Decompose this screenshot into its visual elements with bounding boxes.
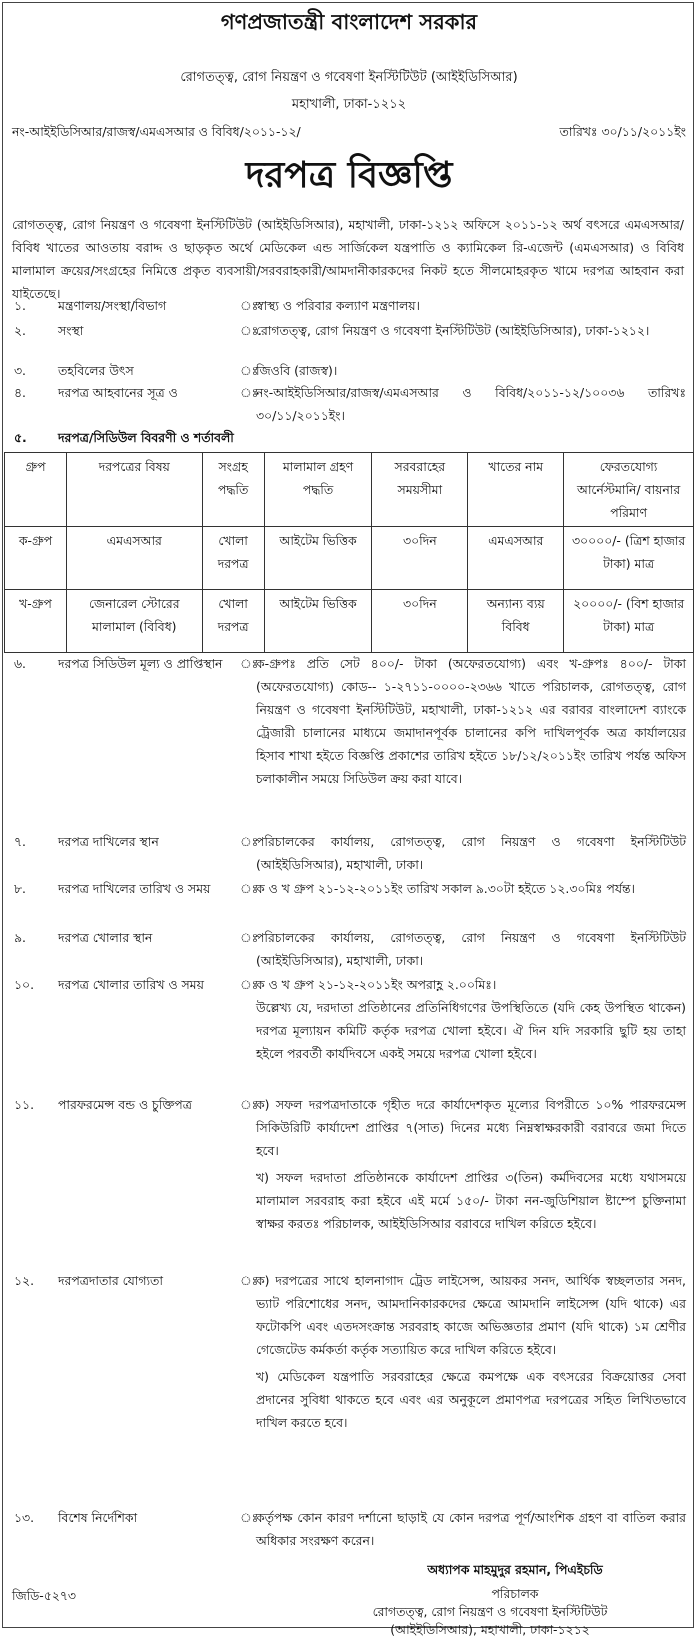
table-cell: আইটেম ভিত্তিক	[264, 527, 372, 590]
item-number: ৮.	[14, 881, 26, 896]
table-cell: খোলা দরপত্র	[202, 590, 264, 653]
item-number: ৬.	[14, 656, 26, 671]
signatory-name: অধ্যাপক মাহমুদুর রহমান, পিএইচডি	[427, 1562, 603, 1577]
table-cell: ক-গ্রুপ	[5, 527, 67, 590]
intro-paragraph: রোগতত্ত্ব, রোগ নিয়ন্ত্রণ ও গবেষণা ইনস্টিটিউট (আইইডিসিআর), মহাখালী, ঢাকা-১২১২ অফিসে ২০১১-১২ অর্থ বৎসরে এমএসআর/বিবিধ খাতের আওতায় বরাদ্দ ও ছাড়কৃত অর্থে মেডিকেল এন্ড সার্জিকেল যন্ত্রপাতি ও ক্যামিকেল রি-এজেন্ট (এমএসআর) ও বিবিধ মালামাল ক্রয়ের/সংগ্রহের নিমিত্তে প্রকৃত ব্যবসায়ী/সরবরাহকারী/আমদানীকারকদের নিকট হতে সীলমোহরকৃত খামে দরপত্র আহবান করা যাইতেছে।	[12, 217, 684, 301]
item-value: ক) সফল দরপত্রদাতাকে গৃহীত দরে কার্যাদেশকৃত মূল্যের বিপরীতে ১০% পারফরমেন্স সিকিউরিটি কার্যাদেশ প্রাপ্তির ৭(সাত) দিনের মধ্যে নিম্নস্বাক্ষরকারী বরাবরে জমা দিতে হবে। খ) সফল দরদাতা প্রতিষ্ঠানকে কার্যাদেশ প্রাপ্তির ৩(তিন) কর্মদিবসের মধ্যে যথাসময়ে মালামাল সরবরাহ করা হইবে এই মর্মে ১৫০/- টাকা নন-জুডিশিয়াল ষ্টাম্পে চুক্তিনামা স্বাক্ষর করতঃ পরিচালক, আইইডিসিআর বরাবরে দাখিল করিতে হইবে।	[256, 1097, 686, 1231]
item-value: ক-গ্রুপঃ প্রতি সেট ৪০০/- টাকা (অফেরতযোগ্য) এবং খ-গ্রুপঃ ৪০০/- টাকা (অফেরতযোগ্য) কোড-- ১-২৭১১-০০০০-২৩৬৬ খাতে পরিচালক, রোগতত্ত্ব, রোগ নিয়ন্ত্রণ ও গবেষণা ইনস্টিটিউট, মহাখালী, ঢাকা-১২১২ এর বরাবর বাংলাদেশ ব্যাংকে ট্রেজারী চালানের মাধ্যমে জমাদানপূর্বক চালানের কপি দাখিলপূর্বক অত্র কার্যালয়ের হিসাব শাখা হইতে বিজ্ঞপ্তি প্রকাশের তারিখ হইতে ১৮/১২/২০১১ইং তারিখ পর্যন্ত অফিস চলাকালীন সময়ে সিডিউল ক্রয় করা যাবে।	[256, 656, 686, 786]
item-label: পারফরমেন্স বন্ড ও চুক্তিপত্র	[58, 1097, 192, 1112]
item-number: ৪.	[14, 385, 26, 400]
item-number: ৯.	[14, 930, 26, 945]
table-cell: ৩০দিন	[372, 590, 468, 653]
item-number: ৫.	[14, 430, 27, 445]
table-cell: আইটেম ভিত্তিক	[264, 590, 372, 653]
item-label: দরপত্র দাখিলের স্থান	[58, 834, 159, 849]
item-colon: ঃ	[240, 930, 259, 945]
item-colon: ঃ	[240, 834, 259, 849]
item-value: রোগতত্ত্ব, রোগ নিয়ন্ত্রণ ও গবেষণা ইনস্টিটিউট (আইইডিসিআর), ঢাকা-১২১২।	[256, 323, 650, 338]
item-number: ১৩.	[14, 1510, 35, 1525]
table-header: ফেরতযোগ্য আর্নেস্টমানি/ বায়নার পরিমাণ	[564, 453, 694, 527]
item-colon: ঃ	[240, 1097, 259, 1112]
item-value: ক ও খ গ্রুপ ২১-১২-২০১১ইং অপরাহ্ণ ২.০০মিঃ। উল্লেখ্য যে, দরদাতা প্রতিষ্ঠানের প্রতিনিধিগণের উপস্থিতিতে (যদি কেহ উপস্থিত থাকেন) দরপত্র মূল্যায়ন কমিটি কর্তৃক দরপত্র খোলা হইবে। ঐ দিন যদি সরকারি ছুটি হয় তাহা হইলে পরবর্তী কার্যদিবসে একই সময়ে দরপত্র খোলা হইবে।	[256, 977, 686, 1061]
table-header: মালামাল গ্রহণ পদ্ধতি	[264, 453, 372, 527]
reference-number: নং-আইইডিসিআর/রাজস্ব/এমএসআর ও বিবিধ/২০১১-১২/	[12, 124, 301, 139]
table-cell: এমএসআর	[468, 527, 564, 590]
item-value: পরিচালকের কার্যালয়, রোগতত্ত্ব, রোগ নিয়ন্ত্রণ ও গবেষণা ইনস্টিটিউট (আইইডিসিআর), মহাখালী, ঢাকা।	[256, 834, 686, 872]
table-header-row	[5, 453, 694, 527]
item-label: দরপত্রদাতার যোগ্যতা	[58, 1273, 163, 1288]
item-number: ১২.	[14, 1273, 35, 1288]
table-cell: ২০০০০/- (বিশ হাজার টাকা) মাত্র	[564, 590, 694, 653]
schedule-table	[4, 452, 694, 653]
signatory-address: (আইইডিসিআর), মহাখালী, ঢাকা-১২১২	[390, 1622, 590, 1637]
item-colon: ঃ	[240, 656, 259, 671]
item-colon: ঃ	[240, 385, 259, 400]
institute-address: মহাখালী, ঢাকা-১২১২	[291, 97, 407, 112]
item-number: ৩.	[14, 363, 26, 378]
item-colon: ঃ	[240, 1273, 259, 1288]
item-label: মন্ত্রণালয়/সংস্থা/বিভাগ	[58, 298, 167, 313]
item-label: বিশেষ নির্দেশিকা	[58, 1510, 138, 1525]
item-value: ক ও খ গ্রুপ ২১-১২-২০১১ইং তারিখ সকাল ৯.৩০টা হইতে ১২.৩০মিঃ পর্যন্ত।	[256, 881, 635, 896]
item-value: কর্তৃপক্ষ কোন কারণ দর্শানো ছাড়াই যে কোন দরপত্র পূর্ণ/আংশিক গ্রহণ বা বাতিল করার অধিকার সংরক্ষণ করেন।	[256, 1510, 686, 1548]
table-header: খাতের নাম	[468, 453, 564, 527]
table-header: দরপত্রের বিষয়	[66, 453, 202, 527]
table-header: গ্রুপ	[5, 453, 67, 527]
item-number: ১১.	[14, 1097, 35, 1112]
item-value: স্বাস্থ্য ও পরিবার কল্যাণ মন্ত্রণালয়।	[256, 298, 420, 313]
item-number: ২.	[14, 323, 26, 338]
item-number: ১.	[14, 298, 26, 313]
gd-number: জিডি-৫২৭৩	[12, 1588, 76, 1603]
table-cell: ৩০০০০/- (ত্রিশ হাজার টাকা) মাত্র	[564, 527, 694, 590]
item-label: দরপত্র দাখিলের তারিখ ও সময়	[58, 881, 211, 896]
item-label: দরপত্র আহবানের সূত্র ও	[58, 385, 178, 400]
item-label: দরপত্র/সিডিউল বিবরণী ও শর্তাবলী	[58, 430, 234, 445]
signatory-organization: রোগতত্ত্ব, রোগ নিয়ন্ত্রণ ও গবেষণা ইনস্টিটিউট	[372, 1604, 608, 1619]
item-label: দরপত্র খোলার স্থান	[58, 930, 153, 945]
government-title: গণপ্রজাতন্ত্রী বাংলাদেশ সরকার	[220, 10, 478, 34]
item-number: ৭.	[14, 834, 26, 849]
item-colon: ঃ	[240, 298, 259, 313]
item-number: ১০.	[14, 977, 35, 992]
table-cell: খ-গ্রুপ	[5, 590, 67, 653]
item-value: জিওবি (রাজস্ব)।	[256, 363, 338, 378]
table-row	[5, 527, 694, 590]
item-value: পরিচালকের কার্যালয়, রোগতত্ত্ব, রোগ নিয়ন্ত্রণ ও গবেষণা ইনস্টিটিউট (আইইডিসিআর), মহাখালী, ঢাকা।	[256, 930, 686, 968]
item-label: সংস্থা	[58, 323, 84, 338]
item-label: দরপত্র সিডিউল মূল্য ও প্রাপ্তিস্থান	[58, 656, 223, 671]
table-row	[5, 590, 694, 653]
table-header: সরবরাহের সময়সীমা	[372, 453, 468, 527]
table-cell: অন্যান্য ব্যয় বিবিধ	[468, 590, 564, 653]
item-colon: ঃ	[240, 323, 259, 338]
item-label: দরপত্র খোলার তারিখ ও সময়	[58, 977, 204, 992]
signatory-designation: পরিচালক	[491, 1586, 539, 1601]
notice-title: দরপত্র বিজ্ঞপ্তি	[245, 155, 453, 196]
table-cell: এমএসআর	[66, 527, 202, 590]
notice-date: তারিখঃ ৩০/১১/২০১১ইং	[559, 124, 686, 139]
institute-name: রোগতত্ত্ব, রোগ নিয়ন্ত্রণ ও গবেষণা ইনস্টিটিউট (আইইডিসিআর)	[180, 70, 518, 85]
item-colon: ঃ	[240, 1510, 259, 1525]
item-label: তহবিলের উৎস	[58, 363, 134, 378]
table-cell: জেনারেল স্টোরের মালামাল (বিবিধ)	[66, 590, 202, 653]
table-header: সংগ্রহ পদ্ধতি	[202, 453, 264, 527]
item-colon: ঃ	[240, 977, 259, 992]
item-colon: ঃ	[240, 363, 259, 378]
table-cell: ৩০দিন	[372, 527, 468, 590]
table-cell: খোলা দরপত্র	[202, 527, 264, 590]
item-value: ক) দরপত্রের সাথে হালনাগাদ ট্রেড লাইসেন্স, আয়কর সনদ, আর্থিক স্বচ্ছলতার সনদ, ভ্যাট পরিশোধের সনদ, আমদানিকারকদের ক্ষেত্রে আমদানি লাইসেন্স (যদি থাকে) এর ফটোকপি এবং এতদসংক্রান্ত সরবরাহ কাজে অভিজ্ঞতার প্রমাণ (যদি থাকে) ১ম শ্রেণীর গেজেটেড কর্মকর্তা কর্তৃক সত্যায়িত করে দাখিল করিতে হইবে। খ) মেডিকেল যন্ত্রপাতি সরবরাহের ক্ষেত্রে কমপক্ষে এক বৎসরের বিক্রয়োত্তর সেবা প্রদানের সুবিধা থাকতে হবে এবং এর অনুকূলে প্রমাণপত্র দরপত্রের সহিত লিখিতভাবে দাখিল করতে হবে।	[256, 1273, 686, 1430]
item-colon: ঃ	[240, 881, 259, 896]
item-value: নং-আইইডিসিআর/রাজস্ব/এমএসআর ও বিবিধ/২০১১-১২/১০০৩৬ তারিখঃ ৩০/১১/২০১১ইং।	[256, 385, 686, 423]
